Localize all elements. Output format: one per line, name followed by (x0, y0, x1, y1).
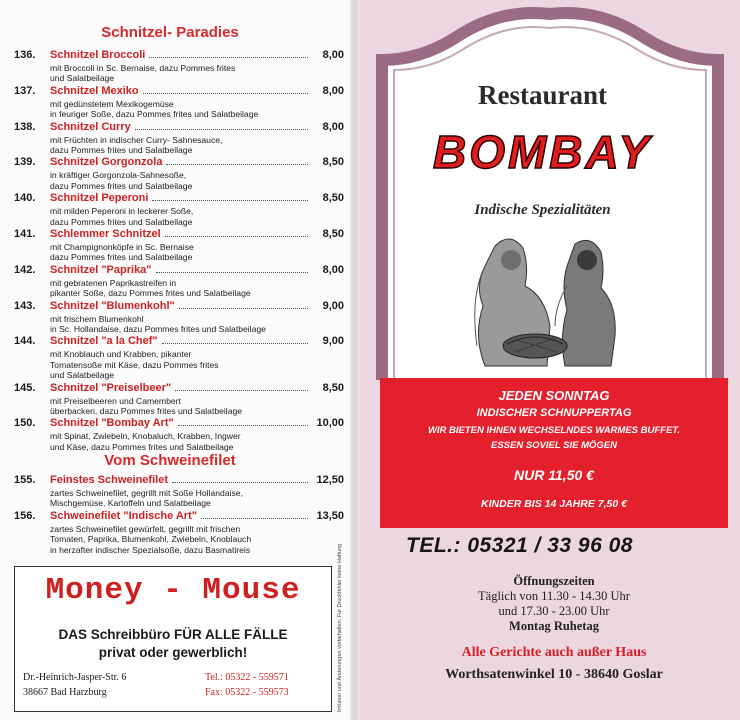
menu-item-description-line: mit Champignonköpfe in Sc. Bernaise (50, 242, 194, 252)
menu-item (14, 85, 344, 120)
menu-item (14, 49, 344, 84)
advert-phone: Tel.: 05322 - 559571 (205, 672, 289, 683)
menu-item-number: 156. (14, 509, 36, 522)
menu-item-number: 138. (14, 120, 36, 133)
menu-item-leader (172, 482, 308, 483)
menu-item-number: 140. (14, 192, 36, 205)
opening-hours-title: Öffnungszeiten (513, 574, 595, 588)
menu-item (14, 300, 344, 335)
menu-item (14, 121, 344, 156)
menu-item (14, 228, 344, 263)
menu-item-description-line: mit Preiselbeeren und Camembert (50, 395, 181, 406)
menu-item-description-line: dazu Pommes frites und Salatbeilage (50, 180, 193, 191)
menu-item-price: 13,50 (316, 509, 344, 522)
menu-item-description (50, 63, 300, 84)
menu-item-leader (156, 272, 308, 273)
menu-item-description (50, 431, 300, 452)
menu-item-leader (152, 200, 308, 201)
menu-item-description-line: in Sc. Hollandaise, dazu Pommes frites und Salatbeilage (50, 324, 266, 334)
section-title-schweinefilet: Vom Schweinefilet (104, 452, 236, 469)
menu-item-header (14, 49, 344, 63)
menu-item-description-line: Mischgemüse, Kartoffeln und Salatbeilage (50, 498, 211, 509)
menu-item-name: Schnitzel Peperoni (50, 192, 149, 205)
menu-item (14, 335, 344, 380)
indian-women-illustration-icon (455, 226, 635, 376)
menu-item-number: 155. (14, 474, 36, 486)
menu-item-description-line: mit frischem Blumenkohl (50, 313, 144, 324)
menu-item-leader (201, 518, 308, 519)
menu-item-leader (143, 93, 308, 94)
menu-item-number: 143. (14, 299, 36, 312)
menu-item-description-line: überbacken, dazu Pommes frites und Salatbeilage (50, 406, 243, 416)
menu-item-header (14, 85, 344, 99)
menu-item-leader (166, 164, 308, 165)
menu-item-price: 8,50 (322, 156, 344, 169)
menu-item-price: 8,50 (322, 381, 344, 394)
menu-item-header (14, 264, 344, 278)
menu-item-price: 9,00 (322, 299, 344, 312)
menu-item-price: 9,00 (322, 335, 344, 348)
menu-item-number: 139. (14, 156, 36, 169)
promo-heading: JEDEN SONNTAG (498, 388, 610, 403)
restaurant-address: Worthsatenwinkel 10 - 38640 Goslar (445, 667, 663, 682)
menu-item-description-line: zartes Schweinefilet gewürfelt, gegrillt mit frischen (50, 523, 241, 534)
menu-item-header (14, 335, 344, 349)
menu-item-description (50, 278, 300, 299)
menu-item-name: Schnitzel "Preiselbeer" (50, 381, 172, 394)
menu-item-description-line: zartes Schweinefilet, gegrillt mit Soße Hollandaise, (50, 488, 243, 498)
menu-item (14, 156, 344, 191)
menu-item-description (50, 242, 300, 263)
menu-item-description-line: in feuriger Soße, dazu Pommes frites und Salatbeilage (50, 109, 259, 120)
advert-fax: Fax: 05322 - 559573 (205, 687, 289, 698)
menu-item-description-line: mit Broccoli in Sc. Bernaise, dazu Pommes frites (50, 63, 236, 73)
menu-item-name: Schweinefilet "Indische Art" (50, 509, 197, 522)
menu-item-header (14, 382, 344, 396)
menu-item-header (14, 121, 344, 135)
menu-item-name: Feinstes Schweinefilet (50, 474, 168, 486)
money-mouse-advert (14, 566, 332, 712)
disclaimer-note: Irrtümer und Änderungen vorbehalten. Für Druckfehler keine Haftung (337, 543, 343, 712)
restaurant-subtitle: Indische Spezialitäten (474, 202, 611, 218)
menu-item-name: Schlemmer Schnitzel (50, 228, 161, 240)
opening-hours-line-1: Täglich von 11.30 - 14.30 Uhr (478, 589, 630, 603)
promo-price: NUR 11,50 € (514, 467, 594, 483)
menu-item-price: 12,50 (316, 474, 344, 486)
menu-item-header (14, 228, 344, 242)
menu-item-leader (165, 236, 308, 237)
menu-item-header (14, 417, 344, 431)
menu-item-description (50, 524, 300, 555)
menu-item-description-line: in herzafter indischer Spezialsoße, dazu Basmatireis (50, 544, 251, 555)
menu-item-description-line: mit gebratenen Paprikastreifen in (50, 277, 177, 288)
menu-item-name: Schnitzel Broccoli (50, 49, 146, 61)
menu-item-name: Schnitzel "a la Chef" (50, 335, 158, 348)
menu-item-header (14, 192, 344, 206)
advert-street: Dr.-Heinrich-Jasper-Str. 6 (23, 672, 127, 683)
menu-item (14, 474, 344, 509)
menu-item-price: 8,00 (322, 263, 344, 276)
menu-item-header (14, 474, 344, 488)
restaurant-phone: TEL.: 05321 / 33 96 08 (406, 534, 633, 557)
opening-hours-line-2: und 17.30 - 23.00 Uhr (498, 604, 610, 618)
promo-kids-price: KINDER BIS 14 JAHRE 7,50 € (481, 498, 627, 510)
menu-item-leader (179, 308, 308, 309)
takeaway-note: Alle Gerichte auch außer Haus (461, 645, 647, 660)
menu-item-leader (175, 390, 308, 391)
menu-item-description (50, 396, 300, 417)
menu-item-name: Schnitzel "Blumenkohl" (50, 299, 175, 312)
menu-item-description-line: pikanter Soße, dazu Pommes frites und Salatbeilage (50, 288, 251, 299)
cover-page-right (360, 0, 740, 720)
menu-item-description-line: mit Früchten in indischer Curry- Sahnesauce, (50, 134, 223, 145)
menu-item (14, 382, 344, 417)
menu-item-description (50, 170, 300, 191)
menu-item-leader (135, 129, 308, 130)
section-title-schnitzel: Schnitzel- Paradies (101, 24, 239, 41)
menu-item-number: 136. (14, 49, 36, 61)
menu-item-leader (178, 425, 308, 426)
menu-item-description-line: dazu Pommes frites und Salatbeilage (50, 252, 193, 263)
menu-item-leader (149, 57, 308, 58)
menu-page-left (0, 0, 350, 720)
menu-item-description-line: und Salatbeilage (50, 370, 115, 381)
menu-item-description-line: und Käse, dazu Pommes frites und Salatbeilage (50, 441, 234, 452)
menu-item-price: 8,00 (322, 84, 344, 97)
menu-item-description (50, 135, 300, 156)
menu-item-description-line: und Salatbeilage (50, 73, 115, 84)
menu-item-description-line: Tomaten, Paprika, Blumenkohl, Zwiebeln, Knoblauch (50, 534, 252, 545)
menu-item-name: Schnitzel Mexiko (50, 84, 139, 97)
menu-item (14, 510, 344, 555)
menu-item-number: 142. (14, 263, 36, 276)
menu-item-number: 141. (14, 228, 36, 240)
menu-item-description (50, 206, 300, 227)
menu-item-price: 8,50 (322, 228, 344, 240)
menu-item (14, 417, 344, 452)
menu-item (14, 192, 344, 227)
restaurant-label: Restaurant (478, 80, 607, 110)
advert-brand: Money - Mouse (45, 573, 301, 608)
menu-item-description-line: mit Spinat, Zwiebeln, Knobaluch, Krabben, Ingwer (50, 431, 241, 442)
menu-item-description-line: dazu Pommes frites und Salatbeilage (50, 216, 193, 227)
menu-item-name: Schnitzel Curry (50, 120, 131, 133)
menu-item-number: 145. (14, 381, 36, 394)
advert-tagline-2: privat oder gewerblich! (98, 645, 248, 660)
menu-item-number: 144. (14, 335, 36, 348)
menu-item-description-line: Tomatensoße mit Käse, dazu Pommes frites (50, 359, 219, 370)
promo-text-1: WIR BIETEN IHNEN WECHSELNDES WARMES BUFFET. (427, 425, 681, 436)
menu-item-number: 150. (14, 417, 36, 430)
menu-item-description-line: mit milden Peperoni in leckerer Soße, (50, 206, 194, 217)
page-fold (350, 0, 360, 720)
menu-item-leader (162, 343, 308, 344)
promo-text-2: ESSEN SOVIEL SIE MÖGEN (491, 440, 617, 451)
menu-item-name: Schnitzel Gorgonzola (50, 156, 163, 169)
menu-item-price: 10,00 (316, 417, 344, 430)
opening-hours-closed-day: Montag Ruhetag (509, 619, 599, 633)
menu-item-number: 137. (14, 84, 36, 97)
menu-item-price: 8,00 (322, 49, 344, 61)
advert-tagline-1: DAS Schreibbüro FÜR ALLE FÄLLE (58, 627, 288, 642)
menu-item-description (50, 99, 300, 120)
restaurant-brand: BOMBAY (432, 126, 653, 178)
menu-item-description (50, 314, 300, 335)
menu-item-description-line: dazu Pommes frites und Salatbeilage (50, 145, 193, 155)
sunday-promo-banner (380, 378, 728, 528)
menu-item-description-line: in kräftiger Gorgonzola-Sahnesoße, (50, 170, 187, 181)
menu-item-name: Schnitzel "Bombay Art" (50, 417, 174, 430)
menu-item-price: 8,00 (322, 120, 344, 133)
menu-item-price: 8,50 (322, 192, 344, 205)
menu-item-header (14, 300, 344, 314)
menu-item-description-line: mit gedünstetem Mexikogemüse (50, 98, 174, 109)
menu-item-header (14, 510, 344, 524)
menu-item-header (14, 156, 344, 170)
menu-item-description (50, 349, 300, 380)
menu-item (14, 264, 344, 299)
advert-city: 38667 Bad Harzburg (23, 687, 107, 698)
menu-item-description-line: mit Knoblauch und Krabben, pikanter (50, 349, 192, 360)
promo-subheading: INDISCHER SCHNUPPERTAG (476, 407, 632, 419)
menu-item-name: Schnitzel "Paprika" (50, 263, 152, 276)
menu-item-description (50, 488, 300, 509)
